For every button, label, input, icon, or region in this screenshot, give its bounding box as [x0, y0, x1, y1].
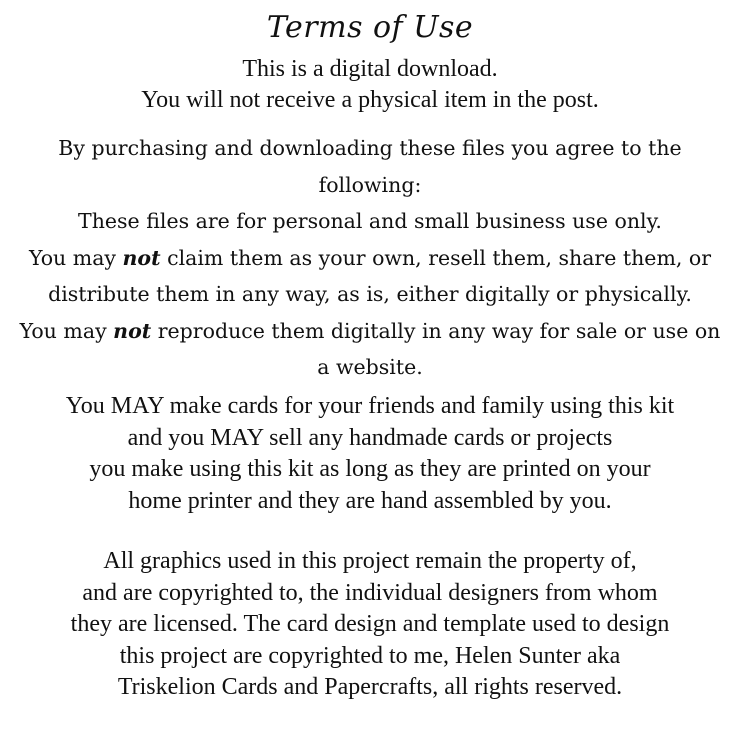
agreement-section — [0, 130, 740, 386]
intro-section — [0, 54, 740, 116]
copyright-line: Triskelion Cards and Papercrafts, all rights reserved. — [117, 674, 623, 700]
copyright-line: All graphics used in this project remain the property of, — [103, 548, 637, 574]
copyright-line: this project are copyrighted to me, Helen Sunter aka — [119, 642, 621, 669]
page-title: Terms of Use — [266, 10, 474, 45]
copyright-line: they are licensed. The card design and template used to design — [70, 611, 670, 637]
agreement-text: claim them as your own, resell them, share them, or — [160, 245, 712, 270]
allowed-line: You MAY make cards for your friends and family using this kit — [65, 393, 675, 419]
agreement-line — [0, 313, 740, 350]
agreement-line: following: — [318, 172, 422, 197]
copyright-section — [0, 546, 740, 704]
allowed-line: and you MAY sell any handmade cards or projects — [127, 424, 613, 451]
agreement-text: You may — [19, 318, 114, 343]
agreement-line: a website. — [317, 355, 423, 379]
allowed-line: you make using this kit as long as they are printed on your — [89, 456, 651, 482]
agreement-line: distribute them in any way, as is, either digitally or physically. — [48, 282, 692, 306]
emphasis-not: not — [122, 245, 161, 270]
agreement-line: These files are for personal and small business use only. — [78, 209, 662, 233]
agreement-line: By purchasing and downloading these files you agree to the — [58, 136, 682, 160]
copyright-line: and are copyrighted to, the individual designers from whom — [82, 579, 658, 606]
allowed-section — [0, 391, 740, 517]
agreement-line — [0, 240, 740, 277]
intro-line: This is a digital download. — [242, 56, 498, 82]
allowed-line: home printer and they are hand assembled by you. — [128, 487, 612, 514]
agreement-text: reproduce them digitally in any way for sale or use on — [151, 318, 721, 343]
emphasis-not: not — [113, 318, 152, 343]
intro-line: You will not receive a physical item in the post. — [141, 87, 599, 113]
agreement-text: You may — [28, 245, 123, 270]
